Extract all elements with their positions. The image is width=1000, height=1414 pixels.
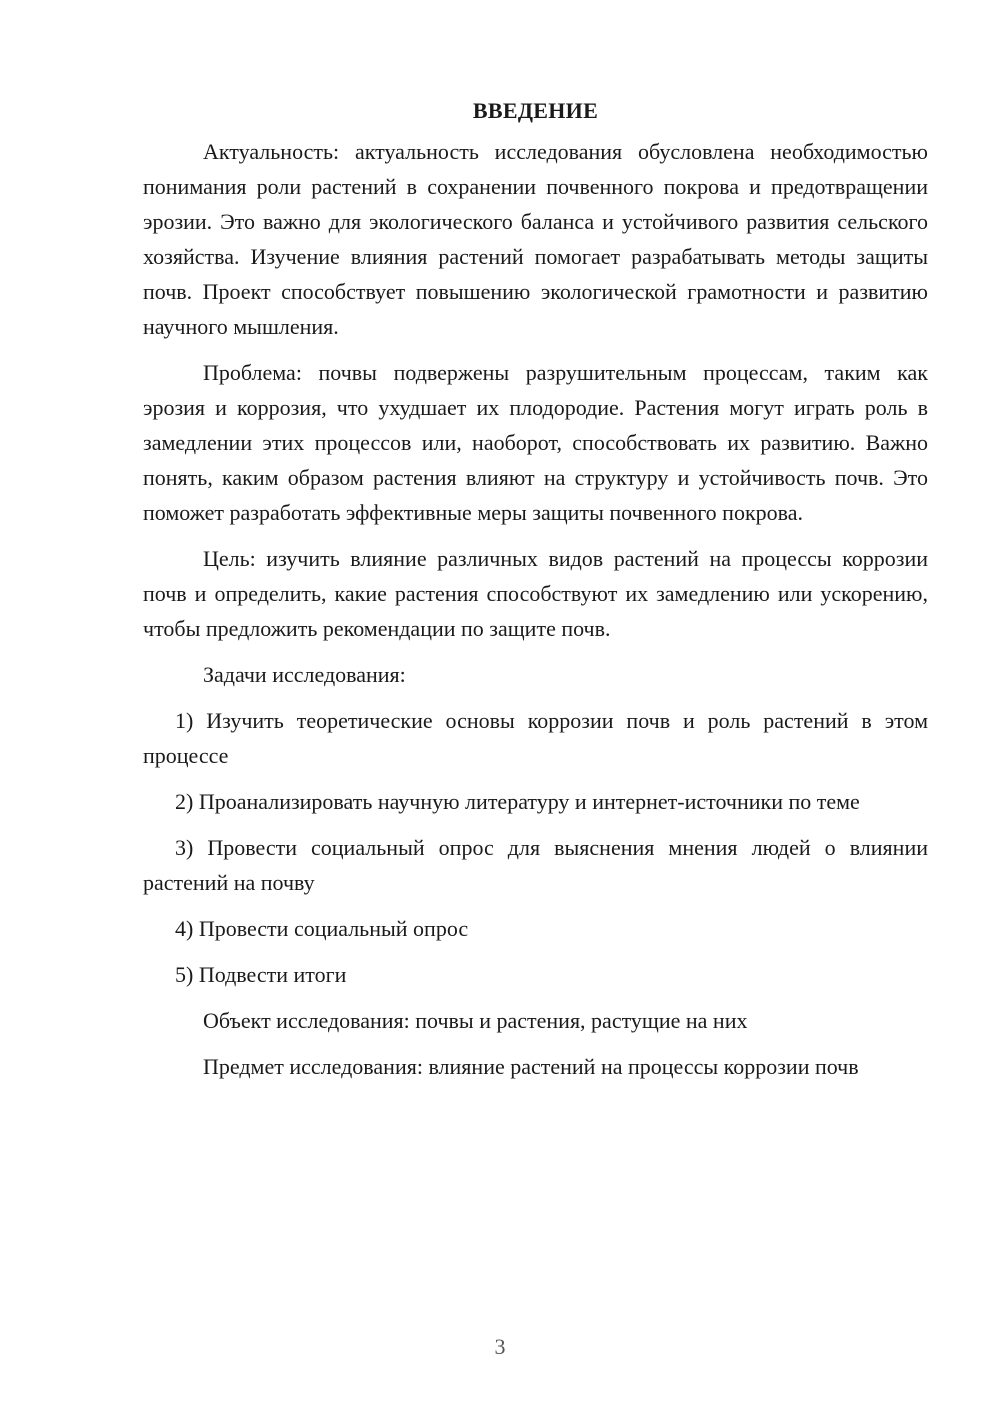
- page-content: [143, 96, 928, 1084]
- page-number: 3: [494, 1334, 506, 1359]
- task-item: 5) Подвести итоги: [175, 962, 347, 987]
- goal-paragraph: Цель: изучить влияние различных видов растений на процессы коррозии почв и определить, какие растения способствуют их замедлению или ускорению, чтобы предложить рекомендации по защите почв.: [143, 546, 928, 641]
- subject-paragraph: Предмет исследования: влияние растений на процессы коррозии почв: [203, 1054, 859, 1079]
- task-item: 2) Проанализировать научную литературу и интернет-источники по теме: [175, 789, 860, 814]
- task-item: 1) Изучить теоретические основы коррозии почв и роль растений в этом процессе: [143, 708, 928, 768]
- task-item: 4) Провести социальный опрос: [175, 916, 469, 941]
- section-heading: ВВЕДЕНИЕ: [472, 98, 599, 123]
- relevance-paragraph: Актуальность: актуальность исследования обусловлена необходимостью понимания роли растений в сохранении почвенного покрова и предотвращении эрозии. Это важно для экологического баланса и устойчивого развития сельского хозяйства. Изучение влияния растений помогает разрабатывать методы защиты почв. Проект способствует повышению экологической грамотности и развитию научного мышления.: [143, 139, 928, 339]
- object-paragraph: Объект исследования: почвы и растения, растущие на них: [203, 1008, 748, 1033]
- tasks-heading: Задачи исследования:: [203, 662, 406, 687]
- task-item: 3) Провести социальный опрос для выяснения мнения людей о влиянии растений на почву: [143, 835, 928, 895]
- problem-paragraph: Проблема: почвы подвержены разрушительным процессам, таким как эрозия и коррозия, что ухудшает их плодородие. Растения могут играть роль в замедлении этих процессов или, наоборот, способствовать их развитию. Важно понять, каким образом растения влияют на структуру и устойчивость почв. Это поможет разработать эффективные меры защиты почвенного покрова.: [143, 360, 928, 525]
